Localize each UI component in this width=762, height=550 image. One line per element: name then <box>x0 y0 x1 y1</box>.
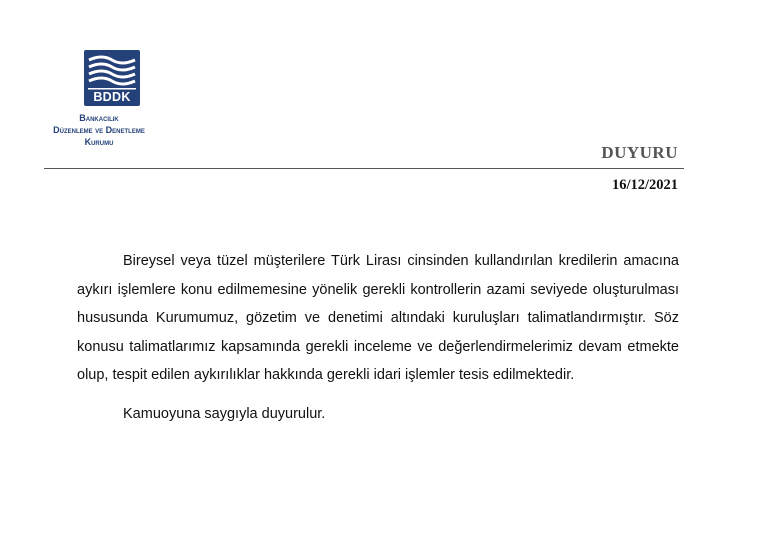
announcement-paragraph: Bireysel veya tüzel müşterilere Türk Lirası cinsinden kullandırılan kredilerin amacına aykırı işlemlere konu edilmemesine yönelik gerekli kontrollerin azami seviyede oluşturulması hususunda Kurumumuz, gözetim ve denetimi altındaki kuruluşları talimatlandırmıştır. Söz konusu talimatlarımız kapsamında gerekli inceleme ve değerlendirmelerimiz devam etmekte olup, tespit edilen aykırılıklar hakkında gerekli idari işlemler tesis edilmektedir. <box>77 253 679 384</box>
header-divider <box>44 168 684 169</box>
announcement-body <box>77 247 679 429</box>
org-name-line-3: Kurumu <box>84 137 114 147</box>
logo-abbreviation: BDDK <box>93 90 131 104</box>
org-name-line-1: Bankacılık <box>79 113 119 123</box>
document-type: DUYURU <box>601 143 678 162</box>
closing-statement: Kamuoyuna saygıyla duyurulur. <box>123 405 326 422</box>
document-date: 16/12/2021 <box>611 177 678 193</box>
organization-name <box>44 112 154 148</box>
bddk-logo-icon <box>84 50 140 106</box>
logo <box>44 50 154 148</box>
org-name-line-2: Düzenleme ve Denetleme <box>53 125 145 135</box>
